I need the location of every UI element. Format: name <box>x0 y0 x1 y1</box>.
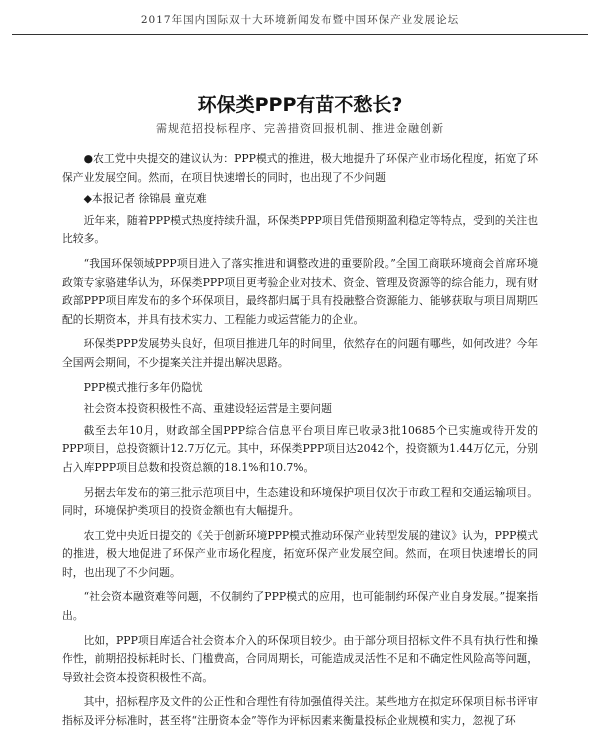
body-paragraph: 农工党中央近日提交的《关于创新环境PPP模式推动环保产业转型发展的建议》认为，PPP模式的推进，极大地促进了环保产业市场化程度，拓宽环保产业发展空间。然而，在项目快速增长的同时，也出现了不少问题。 <box>62 528 538 579</box>
body-paragraph: “我国环保领域PPP项目进入了落实推进和调整改进的重要阶段。”全国工商联环境商会首席环境政策专家骆建华认为，环保类PPP项目更考验企业对技术、资金、管理及资源等的综合能力，现有财政部PPP项目库发布的多个环保项目，最终都归属于具有投融整合资源能力、能够获取与项目周期匹配的长期资本，并具有技术实力、工程能力或运营能力的企业。 <box>62 256 538 326</box>
body-paragraph: 近年来，随着PPP模式热度持续升温，环保类PPP项目凭借预期盈利稳定等特点，受到的关注也比较多。 <box>62 213 538 246</box>
section-subheading: 社会资本投资积极性不高、重建设轻运营是主要问题 <box>83 402 332 416</box>
body-paragraph: 其中，招标程序及文件的公正性和合理性有待加强值得关注。某些地方在拟定环保项目标书评审指标及评分标准时，甚至将“注册资本金”等作为评标因素来衡量投标企业规模和实力，忽视了环 <box>62 695 538 728</box>
body-paragraph: 比如，PPP项目库适合社会资本介入的环保项目较少。由于部分项目招标文件不具有执行性和操作性，前期招投标耗时长、门槛费高，合同周期长，可能造成灵活性不足和不确定性风险高等问题，导致社会资本投资积极性不高。 <box>62 633 538 684</box>
body-paragraph: 截至去年10月，财政部全国PPP综合信息平台项目库已收录3批10685个已实施或待开发的PPP项目，总投资额计12.7万亿元。其中，环保类PPP项目达2042个，投资额为1.44万亿元，分别占入库PPP项目总数和投资总额的18.1%和10.7%。 <box>62 423 538 474</box>
article-subtitle: 需规范招投标程序、完善措资回报机制、推进金融创新 <box>156 122 444 135</box>
lead-paragraph: ●农工党中央提交的建议认为：PPP模式的推进，极大地提升了环保产业市场化程度，拓宽了环保产业发展空间。然而，在项目快速增长的同时，也出现了不少问题 <box>62 152 538 184</box>
article-title: 环保类PPP有苗不愁长? <box>197 94 403 116</box>
section-heading: PPP模式推行多年仍隐忧 <box>83 380 203 394</box>
running-header: 2017年国内国际双十大环境新闻发布暨中国环保产业发展论坛 <box>12 8 588 35</box>
body-paragraph: 环保类PPP发展势头良好，但项目推进几年的时间里，依然存在的问题有哪些，如何改进？今年全国两会期间，不少提案关注并提出解决思路。 <box>62 337 538 369</box>
body-paragraph: “社会资本融资难等问题，不仅制约了PPP模式的应用，也可能制约环保产业自身发展。”提案指出。 <box>62 590 538 623</box>
body-paragraph: 另据去年发布的第三批示范项目中，生态建设和环境保护项目仅次于市政工程和交通运输项目。同时，环境保护类项目的投资金额也有大幅提升。 <box>62 485 538 518</box>
article-body <box>62 150 538 737</box>
byline: ◆本报记者 徐锦晨 童克难 <box>83 192 207 206</box>
